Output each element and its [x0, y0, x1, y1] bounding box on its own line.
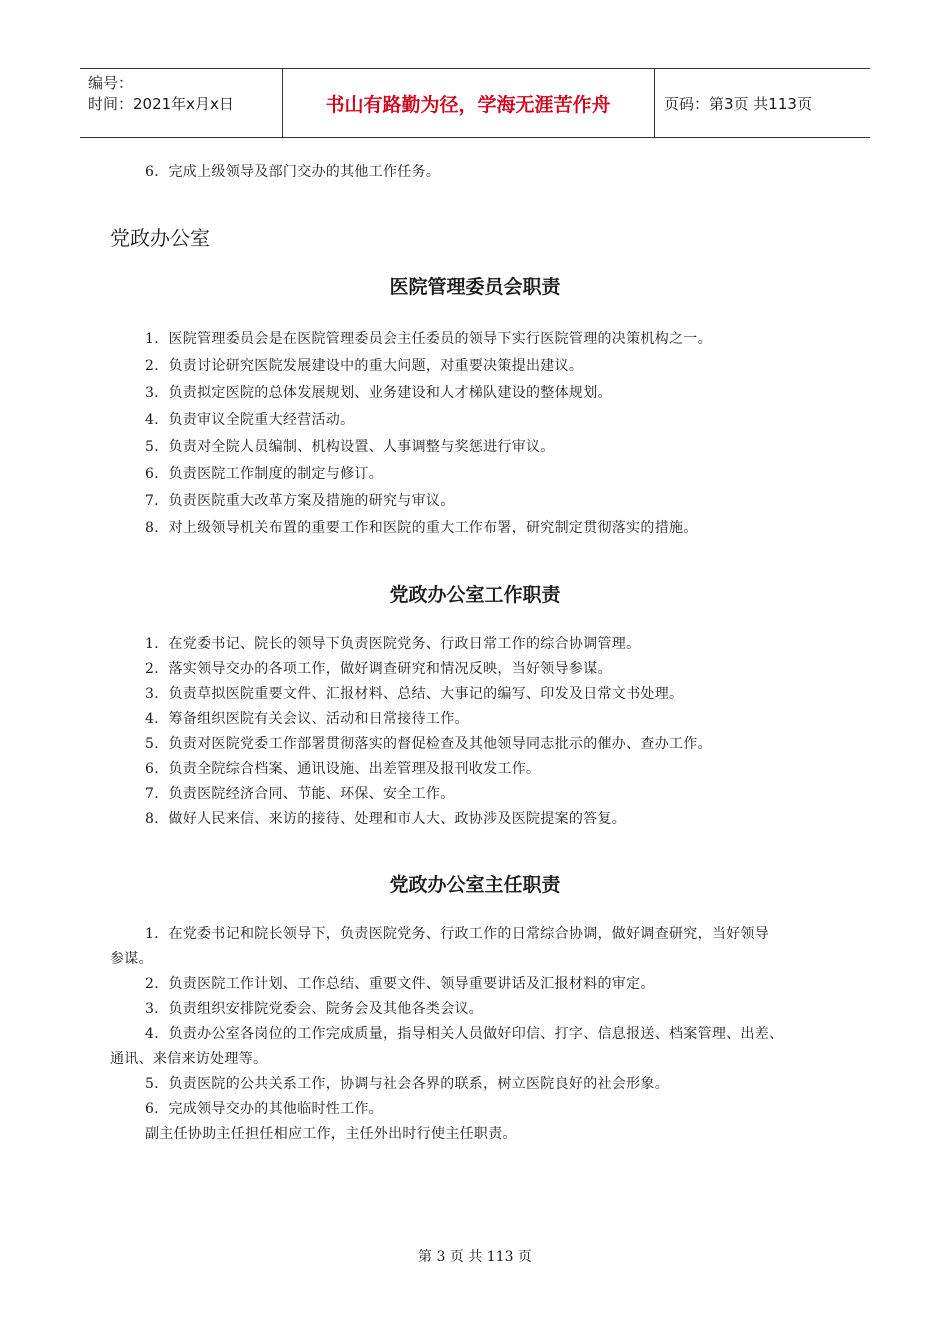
- header-motto: 书山有路勤为径，学海无涯苦作舟: [325, 93, 611, 116]
- section-label: 党政办公室: [110, 226, 210, 250]
- list-item: 5．负责对全院人员编制、机构设置、人事调整与奖惩进行审议。: [145, 439, 555, 455]
- list-item: 3．负责草拟医院重要文件、汇报材料、总结、大事记的编写、印发及日常文书处理。: [145, 686, 684, 702]
- list-item: 7．负责医院经济合同、节能、环保、安全工作。: [145, 786, 455, 802]
- list-item: 副主任协助主任担任相应工作，主任外出时行使主任职责。: [145, 1126, 517, 1142]
- list-item: 2．落实领导交办的各项工作，做好调查研究和情况反映，当好领导参谋。: [145, 661, 612, 677]
- list-item: 4．负责办公室各岗位的工作完成质量，指导相关人员做好印信、打字、信息报送、档案管理、出差、: [145, 1026, 784, 1042]
- list-item: 5．负责医院的公共关系工作，协调与社会各界的联系，树立医院良好的社会形象。: [145, 1076, 670, 1092]
- page-header: [80, 68, 870, 138]
- list-item: 7．负责医院重大改革方案及措施的研究与审议。: [145, 493, 455, 509]
- page-footer: 第 3 页 共 113 页: [418, 1249, 532, 1265]
- list-item: 参谋。: [110, 951, 153, 967]
- list-item: 4．负责审议全院重大经营活动。: [145, 412, 355, 428]
- committee-title: 医院管理委员会职责: [389, 276, 561, 298]
- header-meta: [88, 73, 234, 115]
- list-item: 1．在党委书记和院长领导下，负责医院党务、行政工作的日常综合协调，做好调查研究，当好领导: [145, 926, 770, 942]
- list-item: 5．负责对医院党委工作部署贯彻落实的督促检查及其他领导同志批示的催办、查办工作。: [145, 736, 712, 752]
- list-item: 2．负责讨论研究医院发展建设中的重大问题，对重要决策提出建议。: [145, 358, 584, 374]
- list-item: 3．负责拟定医院的总体发展规划、业务建设和人才梯队建设的整体规划。: [145, 385, 612, 401]
- list-item: 1．医院管理委员会是在医院管理委员会主任委员的领导下实行医院管理的决策机构之一。: [145, 331, 712, 347]
- intro-item: 6．完成上级领导及部门交办的其他工作任务。: [145, 164, 441, 180]
- list-item: 6．负责全院综合档案、通讯设施、出差管理及报刊收发工作。: [145, 761, 541, 777]
- header-divider: [654, 69, 655, 137]
- director-title: 党政办公室主任职责: [389, 874, 561, 896]
- list-item: 6．负责医院工作制度的制定与修订。: [145, 466, 384, 482]
- list-item: 8．做好人民来信、来访的接待、处理和市人大、政协涉及医院提案的答复。: [145, 811, 627, 827]
- list-item: 6．完成领导交办的其他临时性工作。: [145, 1101, 384, 1117]
- office-title: 党政办公室工作职责: [389, 584, 561, 606]
- list-item: 1．在党委书记、院长的领导下负责医院党务、行政日常工作的综合协调管理。: [145, 636, 641, 652]
- list-item: 通讯、来信来访处理等。: [110, 1051, 268, 1067]
- list-item: 2．负责医院工作计划、工作总结、重要文件、领导重要讲话及汇报材料的审定。: [145, 976, 655, 992]
- header-page-info: 页码：第3页 共113页: [664, 94, 812, 113]
- list-item: 8．对上级领导机关布置的重要工作和医院的重大工作布署，研究制定贯彻落实的措施。: [145, 520, 698, 536]
- date-label: 时间：2021年x月x日: [88, 95, 234, 113]
- list-item: 4．筹备组织医院有关会议、活动和日常接待工作。: [145, 711, 469, 727]
- number-label: 编号：: [88, 74, 134, 92]
- list-item: 3．负责组织安排院党委会、院务会及其他各类会议。: [145, 1001, 484, 1017]
